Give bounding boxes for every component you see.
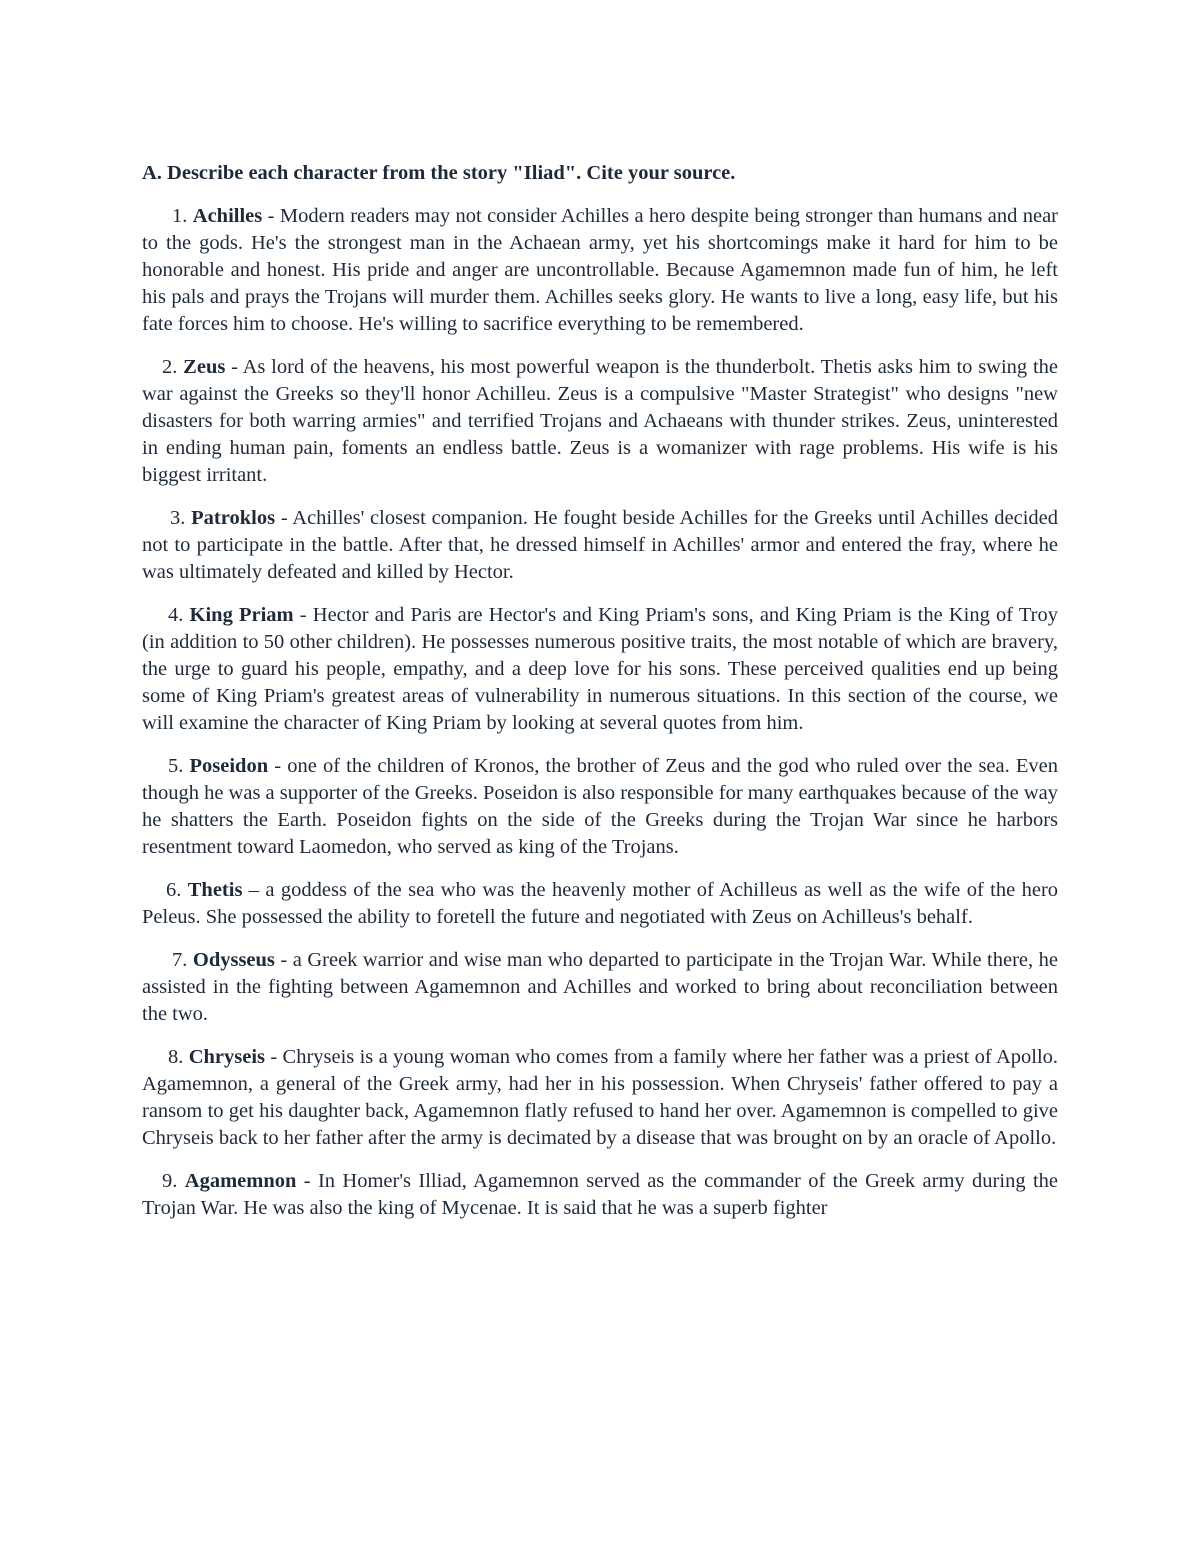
entry-number: 4. [168, 604, 184, 626]
character-description: Achilles' closest companion. He fought beside Achilles for the Greeks until Achilles decided not to participate in the battle. After that, he dressed himself in Achilles' armor and entered the fray, where he was ultimately defeated and killed by Hector. [142, 507, 1058, 583]
character-description: Modern readers may not consider Achilles a hero despite being stronger than humans and near to the gods. He's the strongest man in the Achaean army, yet his shortcomings make it hard for him to be honorable and honest. His pride and anger are uncontrollable. Because Agamemnon made fun of him, he left his pals and prays the Trojans will murder them. Achilles seeks glory. He wants to live a long, easy life, but his fate forces him to choose. He's willing to sacrifice everything to be remembered. [142, 205, 1058, 335]
section-heading: A. Describe each character from the story "Iliad". Cite your source. [142, 162, 736, 184]
entry-separator: - [225, 356, 243, 378]
character-name: Thetis [187, 879, 243, 901]
entry-separator: – [242, 879, 266, 901]
entry-separator: - [296, 1170, 318, 1192]
character-description: one of the children of Kronos, the brother of Zeus and the god who ruled over the sea. Even though he was a supporter of the Greeks. Poseidon is also responsible for many earthquakes because of the way he shatters the Earth. Poseidon fights on the side of the Greeks during the Trojan War since he harbors resentment toward Laomedon, who served as king of the Trojans. [142, 755, 1059, 858]
entry-number: 1. [172, 205, 188, 227]
character-entry-zeus [142, 354, 1058, 489]
character-name: King Priam [189, 604, 294, 626]
character-name: Agamemnon [184, 1170, 297, 1192]
entry-number: 5. [168, 755, 184, 777]
entry-separator: - [268, 755, 288, 777]
character-name: Patroklos [191, 507, 276, 529]
entry-separator: - [262, 205, 280, 227]
entry-number: 6. [166, 879, 182, 901]
character-entry-agamemnon [142, 1168, 1058, 1222]
character-name: Odysseus [192, 949, 275, 971]
character-description: a Greek warrior and wise man who departed to participate in the Trojan War. While there, he assisted in the fighting between Agamemnon and Achilles and worked to bring about reconciliation between the two. [142, 949, 1058, 1025]
entry-number: 3. [170, 507, 186, 529]
document-body [142, 160, 1058, 1238]
character-entry-king-priam [142, 602, 1058, 737]
character-name: Zeus [183, 356, 226, 378]
character-entry-thetis [142, 877, 1058, 931]
character-entry-poseidon [142, 753, 1058, 861]
entry-number: 7. [172, 949, 188, 971]
entry-separator: - [274, 949, 293, 971]
character-description: In Homer's Illiad, Agamemnon served as the commander of the Greek army during the Trojan War. He was also the king of Mycenae. It is said that he was a superb fighter [142, 1170, 1059, 1219]
character-entry-patroklos [142, 505, 1058, 586]
entry-separator: - [293, 604, 313, 626]
character-description: a goddess of the sea who was the heavenly mother of Achilleus as well as the wife of the hero Peleus. She possessed the ability to foretell the future and negotiated with Zeus on Achilleus's behalf. [142, 879, 1059, 928]
character-description: As lord of the heavens, his most powerful weapon is the thunderbolt. Thetis asks him to swing the war against the Greeks so they'll honor Achilleu. Zeus is a compulsive "Master Strategist" who designs "new disasters for both warring armies" and terrified Trojans and Achaeans with thunder strikes. Zeus, uninterested in ending human pain, foments an endless battle. Zeus is a womanizer with rage problems. His wife is his biggest irritant. [142, 356, 1059, 486]
entry-separator: - [265, 1046, 283, 1068]
entry-number: 2. [162, 356, 178, 378]
entry-number: 8. [168, 1046, 184, 1068]
character-description: Chryseis is a young woman who comes from a family where her father was a priest of Apollo. Agamemnon, a general of the Greek army, had her in his possession. When Chryseis' father offered to pay a ransom to get his daughter back, Agamemnon flatly refused to hand her over. Agamemnon is compelled to give Chryseis back to her father after the army is decimated by a disease that was brought on by an oracle of Apollo. [142, 1046, 1059, 1149]
character-name: Achilles [192, 205, 263, 227]
character-description: Hector and Paris are Hector's and King Priam's sons, and King Priam is the King of Troy (in addition to 50 other children). He possesses numerous positive traits, the most notable of which are bravery, the urge to guard his people, empathy, and a deep love for his sons. These perceived qualities end up being some of King Priam's greatest areas of vulnerability in numerous situations. In this section of the course, we will examine the character of King Priam by looking at several quotes from him. [142, 604, 1059, 734]
character-entry-achilles [142, 203, 1058, 338]
entry-number: 9. [162, 1170, 178, 1192]
character-entry-chryseis [142, 1044, 1058, 1152]
character-entry-odysseus [142, 947, 1058, 1028]
entry-separator: - [275, 507, 293, 529]
character-name: Poseidon [189, 755, 269, 777]
character-name: Chryseis [188, 1046, 266, 1068]
